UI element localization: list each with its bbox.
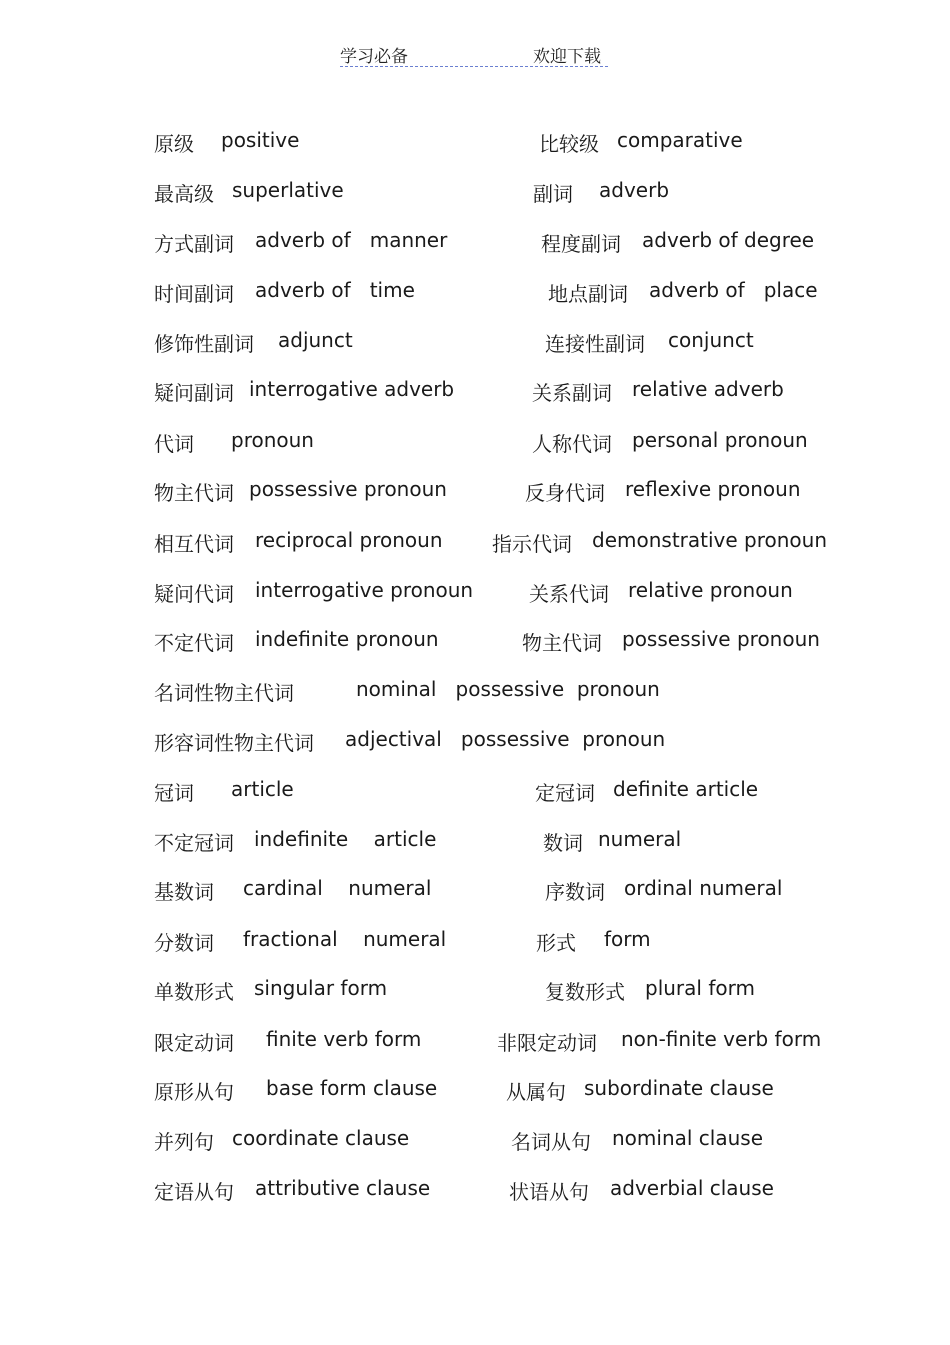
- term-en: subordinate clause: [584, 1076, 774, 1100]
- term-en: non-finite verb form: [621, 1027, 822, 1051]
- term-en: interrogative adverb: [249, 377, 455, 401]
- term-zh: 方式副词: [154, 232, 234, 256]
- term-en: form: [604, 927, 651, 951]
- term-en: conjunct: [668, 328, 754, 352]
- term-en: relative adverb: [632, 377, 784, 401]
- term-zh: 分数词: [154, 931, 214, 955]
- term-zh: 指示代词: [492, 532, 572, 556]
- term-zh: 时间副词: [154, 282, 234, 306]
- glossary-row: [0, 1027, 950, 1057]
- glossary-row: [0, 976, 950, 1006]
- term-en: adverb of degree: [642, 228, 815, 252]
- glossary-row: [0, 128, 950, 158]
- term-zh: 名词性物主代词: [154, 681, 294, 705]
- term-en: coordinate clause: [232, 1126, 410, 1150]
- term-zh: 状语从句: [509, 1180, 589, 1204]
- header-right-text: 欢迎下载: [533, 47, 601, 67]
- term-zh: 复数形式: [545, 980, 625, 1004]
- term-en: adjunct: [278, 328, 353, 352]
- glossary-row: [0, 278, 950, 308]
- term-zh: 形式: [536, 931, 576, 955]
- term-zh: 非限定动词: [497, 1031, 597, 1055]
- term-en: ordinal numeral: [624, 876, 783, 900]
- term-zh: 代词: [154, 432, 194, 456]
- term-zh: 并列句: [154, 1130, 214, 1154]
- term-en: adverb: [599, 178, 670, 202]
- glossary-row: [0, 428, 950, 458]
- glossary-row: [0, 328, 950, 358]
- header-left-text: 学习必备: [340, 47, 408, 67]
- term-en: singular form: [254, 976, 388, 1000]
- glossary-row: [0, 827, 950, 857]
- term-zh: 原级: [154, 132, 194, 156]
- glossary-row: [0, 777, 950, 807]
- term-zh: 序数词: [545, 880, 605, 904]
- glossary-row: [0, 228, 950, 258]
- term-en: adverbial clause: [610, 1176, 774, 1200]
- term-zh: 不定冠词: [154, 831, 234, 855]
- term-zh: 限定动词: [154, 1031, 234, 1055]
- term-en: possessive pronoun: [622, 627, 820, 651]
- glossary-row: [0, 178, 950, 208]
- term-zh: 关系副词: [532, 381, 612, 405]
- term-en: adverb of manner: [255, 228, 448, 252]
- glossary-row: [0, 477, 950, 507]
- term-en: superlative: [232, 178, 344, 202]
- term-zh: 地点副词: [548, 282, 628, 306]
- term-en: attributive clause: [255, 1176, 431, 1200]
- term-en: nominal clause: [612, 1126, 764, 1150]
- glossary-row: [0, 377, 950, 407]
- glossary-row: [0, 578, 950, 608]
- term-en: finite verb form: [266, 1027, 422, 1051]
- term-zh: 定语从句: [154, 1180, 234, 1204]
- term-en: adjectival possessive pronoun: [345, 727, 666, 751]
- term-en: reflexive pronoun: [625, 477, 801, 501]
- page-header: [340, 40, 608, 67]
- term-zh: 冠词: [154, 781, 194, 805]
- term-zh: 形容词性物主代词: [154, 731, 314, 755]
- term-en: adverb of place: [649, 278, 818, 302]
- term-en: possessive pronoun: [249, 477, 447, 501]
- term-zh: 疑问代词: [154, 582, 234, 606]
- term-zh: 基数词: [154, 880, 214, 904]
- term-zh: 原形从句: [154, 1080, 234, 1104]
- term-zh: 数词: [543, 831, 583, 855]
- term-zh: 相互代词: [154, 532, 234, 556]
- term-zh: 最高级: [154, 182, 214, 206]
- glossary-row: [0, 1126, 950, 1156]
- glossary-row: [0, 876, 950, 906]
- term-zh: 副词: [533, 182, 573, 206]
- term-zh: 关系代词: [529, 582, 609, 606]
- term-en: relative pronoun: [628, 578, 793, 602]
- glossary-row: [0, 1176, 950, 1206]
- term-en: indefinite article: [254, 827, 437, 851]
- term-en: adverb of time: [255, 278, 415, 302]
- glossary-row: [0, 627, 950, 657]
- term-en: nominal possessive pronoun: [356, 677, 660, 701]
- glossary-row: [0, 1076, 950, 1106]
- term-zh: 不定代词: [154, 631, 234, 655]
- term-en: reciprocal pronoun: [255, 528, 443, 552]
- term-en: definite article: [613, 777, 759, 801]
- glossary-row: [0, 677, 950, 707]
- term-en: article: [231, 777, 294, 801]
- term-en: fractional numeral: [243, 927, 447, 951]
- term-zh: 定冠词: [535, 781, 595, 805]
- term-en: cardinal numeral: [243, 876, 432, 900]
- glossary-row: [0, 927, 950, 957]
- term-en: demonstrative pronoun: [592, 528, 828, 552]
- term-en: plural form: [645, 976, 755, 1000]
- term-en: personal pronoun: [632, 428, 808, 452]
- glossary-row: [0, 528, 950, 558]
- term-zh: 物主代词: [154, 481, 234, 505]
- term-zh: 单数形式: [154, 980, 234, 1004]
- term-zh: 名词从句: [511, 1130, 591, 1154]
- term-en: base form clause: [266, 1076, 438, 1100]
- term-zh: 连接性副词: [545, 332, 645, 356]
- term-en: pronoun: [231, 428, 314, 452]
- term-en: numeral: [598, 827, 682, 851]
- term-zh: 修饰性副词: [154, 332, 254, 356]
- term-en: positive: [221, 128, 300, 152]
- glossary-row: [0, 727, 950, 757]
- term-en: interrogative pronoun: [255, 578, 474, 602]
- term-zh: 程度副词: [541, 232, 621, 256]
- term-zh: 疑问副词: [154, 381, 234, 405]
- term-zh: 比较级: [539, 132, 599, 156]
- term-en: indefinite pronoun: [255, 627, 439, 651]
- term-zh: 从属句: [506, 1080, 566, 1104]
- term-en: comparative: [617, 128, 743, 152]
- term-zh: 人称代词: [532, 432, 612, 456]
- term-zh: 物主代词: [522, 631, 602, 655]
- term-zh: 反身代词: [525, 481, 605, 505]
